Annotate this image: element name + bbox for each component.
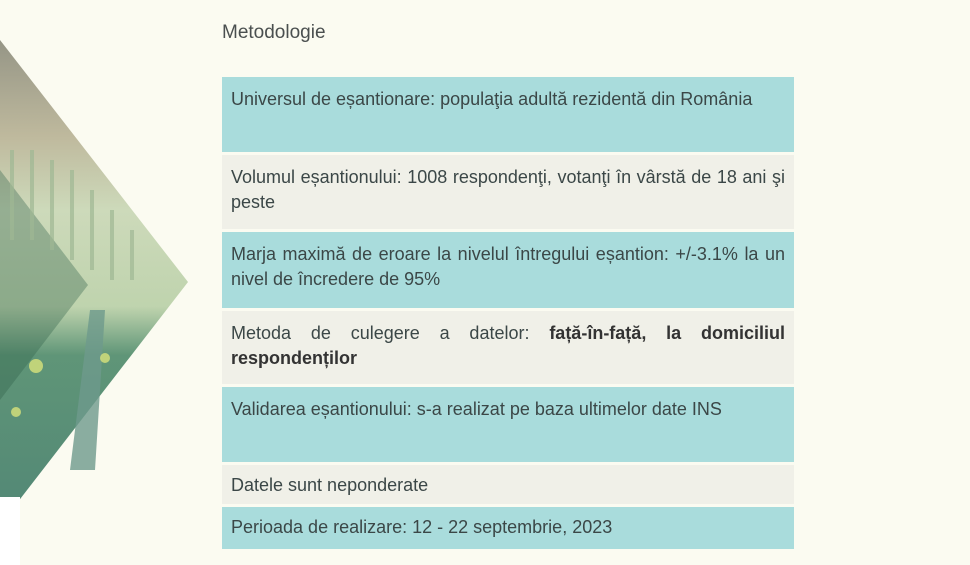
methodology-table: [222, 77, 794, 552]
collection-method-value: față-în-față, la domiciliul respondenților: [231, 323, 785, 368]
row-weighting: Datele sunt neponderate: [222, 465, 794, 504]
collection-method-label: Metoda de culegere a datelor:: [231, 323, 550, 343]
row-margin-of-error: Marja maximă de eroare la nivelul întregului eșantion: +/-3.1% la un nivel de încredere de 95%: [222, 232, 794, 308]
page-title: Metodologie: [222, 22, 326, 43]
row-collection-method: [222, 311, 794, 384]
row-period: Perioada de realizare: 12 - 22 septembrie, 2023: [222, 507, 794, 549]
row-universe: Universul de eșantionare: populaţia adultă rezidentă din România: [222, 77, 794, 152]
row-sample-size: Volumul eșantionului: 1008 respondenţi, votanţi în vârstă de 18 ani şi peste: [222, 155, 794, 229]
row-validation: Validarea eșantionului: s-a realizat pe baza ultimelor date INS: [222, 387, 794, 462]
